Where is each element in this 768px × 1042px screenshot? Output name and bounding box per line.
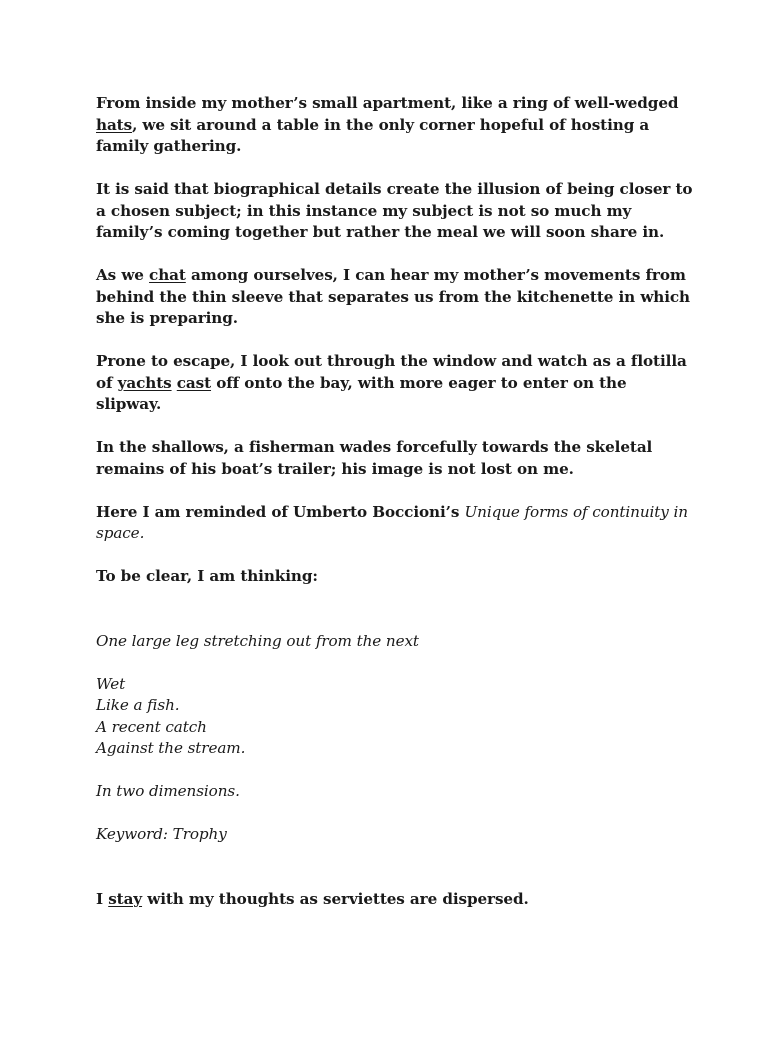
paragraph-3 bbox=[96, 265, 696, 330]
paragraph-6-text-a: Here I am reminded of Umberto Boccioni’s bbox=[96, 502, 465, 521]
verse-line-against-stream: Against the stream. bbox=[96, 739, 246, 757]
verse-line-1: One large leg stretching out from the next bbox=[96, 631, 419, 650]
paragraph-6 bbox=[96, 502, 696, 545]
verse-line-wet: Wet bbox=[96, 674, 126, 693]
paragraph-3-text-a: As we bbox=[96, 266, 150, 284]
underlined-word-stay: stay bbox=[108, 889, 143, 908]
underlined-word-hats: hats bbox=[96, 115, 133, 134]
paragraph-4-text-b: off onto the bay, with more eager to enter on the slipway. bbox=[96, 373, 627, 413]
paragraph-5: In the shallows, a fisherman wades forcefully towards the skeletal remains of his boat’s trailer; his image is not lost on me. bbox=[96, 438, 653, 478]
paragraph-4-text-a: Prone to escape, I look out through the window and watch as a flotilla of bbox=[96, 352, 687, 392]
underlined-word-cast: cast bbox=[176, 373, 212, 392]
paragraph-7: To be clear, I am thinking: bbox=[96, 567, 318, 585]
paragraph-8 bbox=[96, 889, 696, 911]
paragraph-4 bbox=[96, 351, 696, 416]
underlined-word-chat: chat bbox=[149, 266, 186, 284]
paragraph-1 bbox=[96, 93, 696, 158]
paragraph-1-text-b: , we sit around a table in the only corner hopeful of hosting a family gathering. bbox=[96, 115, 650, 155]
artwork-title: Unique forms of continuity in space. bbox=[96, 502, 688, 542]
paragraph-1-text-a: From inside my mother’s small apartment, like a ring of well-wedged bbox=[96, 94, 679, 112]
underlined-word-yachts: yachts bbox=[117, 373, 172, 392]
paragraph-3-text-b: among ourselves, I can hear my mother’s movements from behind the thin sleeve that separates us from the kitchenette in which she is preparing. bbox=[96, 266, 690, 327]
verse-line-recent-catch: A recent catch bbox=[96, 717, 207, 736]
verse-line-like-a-fish: Like a fish. bbox=[96, 696, 180, 714]
verse-stanza-2 bbox=[96, 674, 696, 760]
paragraph-8-text-a: I bbox=[96, 889, 109, 908]
text-body bbox=[96, 93, 696, 910]
paragraph-8-text-b: with my thoughts as serviettes are dispersed. bbox=[142, 889, 529, 908]
verse-line-two-dimensions: In two dimensions. bbox=[96, 782, 240, 800]
verse-line-keyword: Keyword: Trophy bbox=[96, 825, 227, 843]
paragraph-2: It is said that biographical details create the illusion of being closer to a chosen subject; in this instance my subject is not so much my family’s coming together but rather the meal we will soon share in. bbox=[96, 180, 693, 241]
